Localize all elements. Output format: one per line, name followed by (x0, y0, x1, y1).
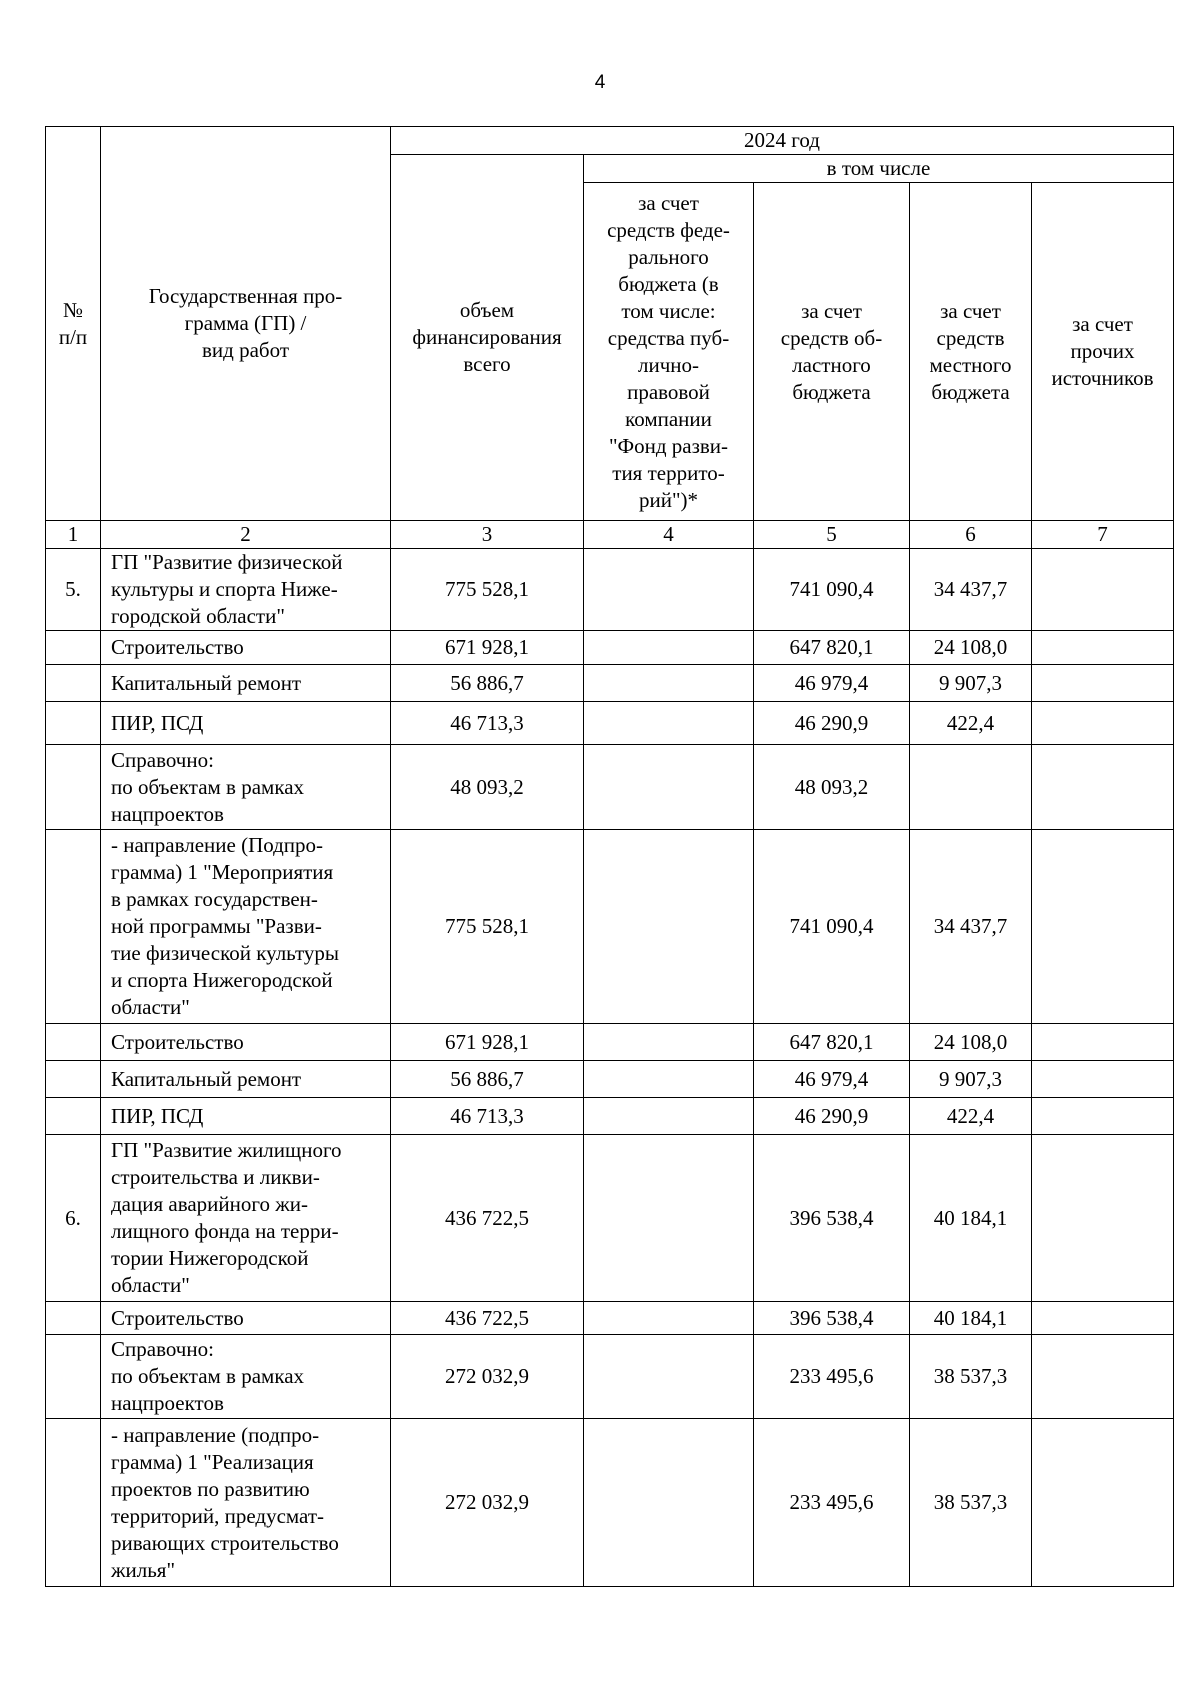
row-number (46, 1335, 101, 1419)
row-name: Справочно: по объектам в рамках нацпроектов (101, 1335, 391, 1419)
row-other (1032, 631, 1174, 665)
row-regional: 647 820,1 (754, 631, 910, 665)
column-number: 5 (754, 521, 910, 549)
table-row (46, 665, 1174, 702)
row-number (46, 631, 101, 665)
row-name: - направление (подпро- грамма) 1 "Реализация проектов по развитию территорий, предусмат- ривающих строительство жилья" (101, 1419, 391, 1587)
row-total: 272 032,9 (391, 1419, 584, 1587)
row-regional: 233 495,6 (754, 1419, 910, 1587)
row-name: ПИР, ПСД (101, 702, 391, 745)
row-name: Строительство (101, 1302, 391, 1335)
row-number (46, 702, 101, 745)
row-regional: 396 538,4 (754, 1135, 910, 1302)
row-total: 46 713,3 (391, 1098, 584, 1135)
row-federal (584, 1302, 754, 1335)
row-local: 40 184,1 (910, 1302, 1032, 1335)
row-other (1032, 1098, 1174, 1135)
table-row (46, 1335, 1174, 1419)
row-name: Справочно: по объектам в рамках нацпроектов (101, 745, 391, 830)
row-regional: 46 979,4 (754, 1061, 910, 1098)
row-federal (584, 1024, 754, 1061)
row-regional: 396 538,4 (754, 1302, 910, 1335)
row-other (1032, 1061, 1174, 1098)
header-other: за счет прочих источников (1032, 183, 1174, 521)
row-number (46, 1024, 101, 1061)
row-regional: 741 090,4 (754, 830, 910, 1024)
row-federal (584, 1061, 754, 1098)
row-total: 46 713,3 (391, 702, 584, 745)
column-numbers-row (46, 521, 1174, 549)
row-local: 24 108,0 (910, 631, 1032, 665)
row-local: 34 437,7 (910, 830, 1032, 1024)
row-federal (584, 830, 754, 1024)
table-row (46, 1419, 1174, 1587)
row-other (1032, 549, 1174, 631)
row-name: Капитальный ремонт (101, 665, 391, 702)
table-row (46, 1302, 1174, 1335)
row-local (910, 745, 1032, 830)
table-row (46, 1098, 1174, 1135)
row-total: 436 722,5 (391, 1135, 584, 1302)
row-name: ПИР, ПСД (101, 1098, 391, 1135)
row-local: 422,4 (910, 1098, 1032, 1135)
row-regional: 46 290,9 (754, 702, 910, 745)
row-federal (584, 1135, 754, 1302)
header-total: объем финансирования всего (391, 155, 584, 521)
table-row (46, 1135, 1174, 1302)
table-row (46, 549, 1174, 631)
column-number: 4 (584, 521, 754, 549)
row-name: ГП "Развитие физической культуры и спорта Ниже- городской области" (101, 549, 391, 631)
row-other (1032, 1135, 1174, 1302)
row-federal (584, 631, 754, 665)
header-row-year (46, 127, 1174, 155)
row-other (1032, 745, 1174, 830)
row-number (46, 1419, 101, 1587)
row-number (46, 1302, 101, 1335)
row-regional: 48 093,2 (754, 745, 910, 830)
row-local: 38 537,3 (910, 1419, 1032, 1587)
row-federal (584, 1335, 754, 1419)
table-row (46, 745, 1174, 830)
row-number: 6. (46, 1135, 101, 1302)
row-other (1032, 1419, 1174, 1587)
row-number (46, 745, 101, 830)
row-number: 5. (46, 549, 101, 631)
row-local: 9 907,3 (910, 665, 1032, 702)
row-other (1032, 1024, 1174, 1061)
table-row (46, 1024, 1174, 1061)
row-total: 56 886,7 (391, 1061, 584, 1098)
row-number (46, 830, 101, 1024)
row-total: 775 528,1 (391, 549, 584, 631)
header-federal: за счет средств феде- рального бюджета (в том числе: средства пуб- лично- правовой компании "Фонд разви- тия террито- рий")* (584, 183, 754, 521)
row-regional: 741 090,4 (754, 549, 910, 631)
row-number (46, 1098, 101, 1135)
row-local: 24 108,0 (910, 1024, 1032, 1061)
header-regional: за счет средств об- ластного бюджета (754, 183, 910, 521)
row-name: Строительство (101, 1024, 391, 1061)
row-name: Капитальный ремонт (101, 1061, 391, 1098)
row-total: 56 886,7 (391, 665, 584, 702)
row-local: 40 184,1 (910, 1135, 1032, 1302)
row-total: 272 032,9 (391, 1335, 584, 1419)
column-number: 3 (391, 521, 584, 549)
row-total: 48 093,2 (391, 745, 584, 830)
row-name: - направление (Подпро- грамма) 1 "Мероприятия в рамках государствен- ной программы "Разви- тие физической культуры и спорта Нижегородской области" (101, 830, 391, 1024)
table-row (46, 631, 1174, 665)
row-number (46, 665, 101, 702)
row-local: 9 907,3 (910, 1061, 1032, 1098)
row-federal (584, 549, 754, 631)
row-total: 671 928,1 (391, 631, 584, 665)
column-number: 2 (101, 521, 391, 549)
table-row (46, 702, 1174, 745)
row-federal (584, 745, 754, 830)
header-program: Государственная про- грамма (ГП) / вид работ (101, 127, 391, 521)
row-name: Строительство (101, 631, 391, 665)
row-number (46, 1061, 101, 1098)
column-number: 6 (910, 521, 1032, 549)
row-federal (584, 1419, 754, 1587)
financing-table (45, 126, 1174, 1587)
header-number: № п/п (46, 127, 101, 521)
header-local: за счет средств местного бюджета (910, 183, 1032, 521)
row-total: 671 928,1 (391, 1024, 584, 1061)
column-number: 1 (46, 521, 101, 549)
header-including: в том числе (584, 155, 1174, 183)
row-other (1032, 665, 1174, 702)
table-row (46, 830, 1174, 1024)
row-regional: 233 495,6 (754, 1335, 910, 1419)
row-local: 422,4 (910, 702, 1032, 745)
row-total: 775 528,1 (391, 830, 584, 1024)
header-year: 2024 год (391, 127, 1174, 155)
row-other (1032, 1302, 1174, 1335)
row-name: ГП "Развитие жилищного строительства и ликви- дация аварийного жи- лищного фонда на терри- тории Нижегородской области" (101, 1135, 391, 1302)
row-other (1032, 702, 1174, 745)
table-row (46, 1061, 1174, 1098)
row-local: 34 437,7 (910, 549, 1032, 631)
row-regional: 46 979,4 (754, 665, 910, 702)
row-federal (584, 1098, 754, 1135)
row-federal (584, 665, 754, 702)
row-federal (584, 702, 754, 745)
column-number: 7 (1032, 521, 1174, 549)
row-total: 436 722,5 (391, 1302, 584, 1335)
page-number: 4 (594, 72, 606, 93)
row-other (1032, 830, 1174, 1024)
row-regional: 647 820,1 (754, 1024, 910, 1061)
row-other (1032, 1335, 1174, 1419)
row-local: 38 537,3 (910, 1335, 1032, 1419)
row-regional: 46 290,9 (754, 1098, 910, 1135)
